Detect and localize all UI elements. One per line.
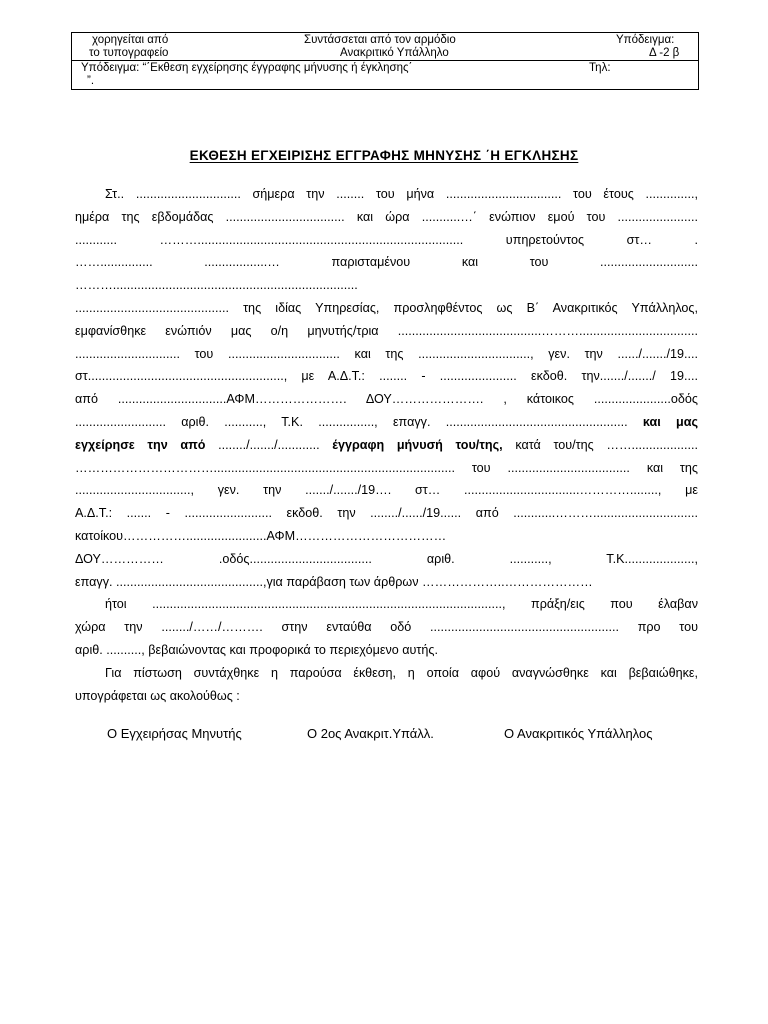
form-line-with-bold <box>75 411 698 434</box>
header-row-3 <box>72 62 698 75</box>
header-drafter-value: Ανακριτικό Υπάλληλο <box>340 47 449 59</box>
header-supplier-value: το τυπογραφείο <box>89 47 169 59</box>
form-body <box>75 183 698 707</box>
header-supplier-label: χορηγείται από <box>92 34 169 46</box>
signature-second-officer: Ο 2ος Ανακριτ.Υπάλλ. <box>307 726 434 741</box>
form-line: Για πίστωση συντάχθηκε η παρούσα έκθεση, η οποία αφού αναγνώσθηκε και βεβαιώθηκε, <box>105 665 698 680</box>
form-line: κατοίκου…………….......................ΑΦΜ……………………………… <box>75 528 447 543</box>
header-row-4 <box>72 75 698 88</box>
header-row-2 <box>72 47 698 61</box>
form-line-text: κατά του/της ……................... <box>515 437 698 452</box>
form-line: αριθ. .........., βεβαιώνοντας και προφορικά το περιεχόμενο αυτής. <box>75 642 438 657</box>
signature-complainant: Ο Εγχειρήσας Μηνυτής <box>107 726 242 741</box>
signature-officer: Ο Ανακριτικός Υπάλληλος <box>504 726 653 741</box>
form-line: επαγγ. ..........................................,για παράβαση των άρθρων ………………..………………… <box>75 574 593 589</box>
form-line: ................................., γεν. την ......./......./19…. στ… .................................…………........, με <box>75 483 698 498</box>
bold-phrase: εγχείρησε την από <box>75 437 206 452</box>
form-line: εμφανίσθηκε ενώπιόν μας ο/η μηνυτής/τρια .........................................……….................................. <box>75 323 698 338</box>
header-template-label: Υπόδειγμα: <box>616 34 675 46</box>
header-row-1 <box>72 34 698 47</box>
form-line: ……............... ..................… παρισταμένου και του ............................ <box>75 255 698 270</box>
form-line: .............................. του ................................ και της ................................, γεν. την ....../......./19.... <box>75 346 698 361</box>
form-line-text: .......................... αριθ. ..........., Τ.Κ. ................, επαγγ. .................................................... <box>75 414 628 429</box>
document-title: ΕΚΘΕΣΗ ΕΓΧΕΙΡΙΣΗΣ ΕΓΓΡΑΦΗΣ ΜΗΝΥΣΗΣ ΄Η ΕΓΚΛΗΣΗΣ <box>189 148 579 163</box>
form-line: στ........................................................, με Α.Δ.Τ.: ........ - ...................... εκδοθ. την......./......./ 19.... <box>75 369 698 384</box>
form-line: ………...................................................................... <box>75 278 358 293</box>
form-line: ............ ………............................................................................ υπηρετούντος στ… . <box>75 232 698 247</box>
form-line: Στ.. .............................. σήμερα την ........ του μήνα ................................. του έτους .............., <box>105 187 698 201</box>
form-line: Α.Δ.Τ.: ....... - ......................... εκδοθ. την ......../....../19...... από ............……….............................. <box>75 506 698 521</box>
form-line: χώρα την ......../……/………. στην ενταύθα οδό ...................................................... προ του <box>75 620 698 635</box>
header-template-name: Υπόδειγμα: “΄Εκθεση εγχείρησης έγγραφης μήνυσης ή έγκλησης΄ <box>81 62 413 74</box>
form-line: ............................................ της ιδίας Υπηρεσίας, προσληφθέντος ως Β΄ Ανακριτικός Υπάλληλος, <box>75 300 698 315</box>
form-line: ΔΟΥ…………… .οδός................................... αριθ. ..........., Τ.Κ...................., <box>75 551 698 566</box>
bold-phrase: και μας <box>642 414 698 429</box>
form-line: ημέρα της εβδομάδας .................................. και ώρα ...........…΄ ενώπιον εμού του ....................... <box>75 209 698 224</box>
header-template-name-end: ”. <box>87 75 95 87</box>
form-line-with-bold <box>75 434 698 457</box>
form-line-text: ......../......./............ <box>218 437 320 452</box>
header-drafter-label: Συντάσσεται από τον αρμόδιο <box>304 34 456 46</box>
form-line: υπογράφεται ως ακολούθως : <box>75 688 240 703</box>
header-box <box>71 32 699 90</box>
header-template-code: Δ -2 β <box>649 47 680 59</box>
form-line: από ...............................ΑΦΜ…………………. ΔΟΥ…………………. , κάτοικος ......................οδός <box>75 392 698 407</box>
form-line: ……………………………..................................................................... του ................................... και της <box>75 460 698 475</box>
form-line: ήτοι ...................................................................................................., πράξη/εις που έλαβαν <box>105 597 698 612</box>
header-phone-label: Τηλ: <box>589 62 611 74</box>
bold-phrase: έγγραφη μήνυσή του/της, <box>332 437 503 452</box>
